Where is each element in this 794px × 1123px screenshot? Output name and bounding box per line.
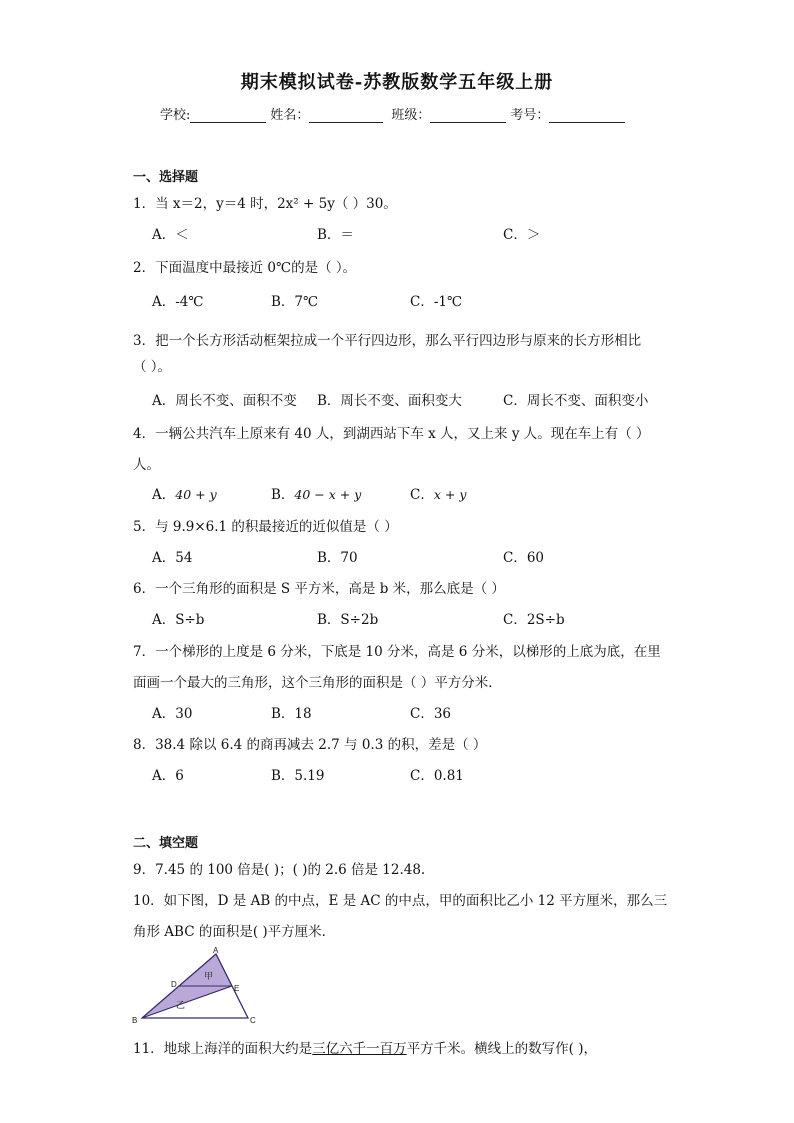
question-5-stem: 5．与 9.9×6.1 的积最接近的近似值是（ ） bbox=[133, 519, 398, 535]
q6-option-c[interactable]: C．2S÷b bbox=[503, 612, 565, 628]
q7-option-a[interactable]: A．30 bbox=[152, 706, 193, 722]
section-choice-title: 一、选择题 bbox=[133, 170, 199, 185]
q2-option-c[interactable]: C．-1℃ bbox=[410, 294, 463, 310]
section-fill-title: 二、填空题 bbox=[133, 836, 199, 851]
page-title: 期末模拟试卷-苏教版数学五年级上册 bbox=[240, 72, 554, 93]
question-7-stem-line2: 面画一个最大的三角形，这个三角形的面积是（ ）平方分米． bbox=[133, 675, 502, 691]
q8-option-c[interactable]: C．0.81 bbox=[410, 768, 464, 784]
q8-option-a[interactable]: A．6 bbox=[152, 768, 184, 784]
label-a: A bbox=[213, 946, 219, 955]
label-c: C bbox=[250, 1016, 256, 1025]
name-blank[interactable] bbox=[309, 108, 383, 123]
q4-option-a-label: A． bbox=[152, 487, 176, 503]
label-d: D bbox=[171, 980, 177, 989]
q1-option-a[interactable]: A．＜ bbox=[152, 227, 189, 243]
question-10-stem-line2: 角形 ABC 的面积是( )平方厘米． bbox=[133, 924, 336, 940]
q3-option-a[interactable]: A．周长不变、面积不变 bbox=[152, 393, 297, 409]
school-label: 学校: bbox=[160, 108, 191, 123]
label-yi: 乙 bbox=[176, 1000, 186, 1010]
class-label: 班级： bbox=[391, 108, 431, 123]
question-9-stem: 9．7.45 的 100 倍是( )；( )的 2.6 倍是 12.48. bbox=[133, 862, 426, 878]
q2-option-a[interactable]: A．-4℃ bbox=[152, 294, 204, 310]
label-b: B bbox=[132, 1016, 138, 1025]
q4-option-b-label: B． bbox=[271, 487, 295, 503]
q4-option-b[interactable] bbox=[271, 483, 361, 503]
exam-no-blank[interactable] bbox=[549, 108, 625, 123]
name-label: 姓名： bbox=[270, 108, 310, 123]
q11-underlined-number: 三亿六千一百万 bbox=[312, 1041, 407, 1057]
label-e: E bbox=[234, 984, 240, 993]
q11-suffix: 平方千米。横线上的数写作( )， bbox=[406, 1041, 598, 1057]
q4-option-c-label: C． bbox=[410, 487, 434, 503]
q6-option-a[interactable]: A．S÷b bbox=[152, 612, 205, 628]
triangle-figure bbox=[128, 944, 260, 1026]
q3-option-b[interactable]: B．周长不变、面积变大 bbox=[317, 393, 462, 409]
q1-option-c[interactable]: C．＞ bbox=[503, 227, 541, 243]
student-info-row bbox=[160, 104, 629, 123]
q11-prefix: 11．地球上海洋的面积大约是 bbox=[133, 1041, 313, 1057]
q4-option-b-expr: 40 − x + y bbox=[294, 487, 362, 502]
q3-option-c[interactable]: C．周长不变、面积变小 bbox=[503, 393, 649, 409]
question-7-stem-line1: 7．一个梯形的上度是 6 分米，下底是 10 分米，高是 6 分米，以梯形的上底为底，在里 bbox=[133, 644, 661, 660]
q8-option-b[interactable]: B．5.19 bbox=[271, 768, 325, 784]
question-1-stem: 1．当 x＝2，y＝4 时，2x² + 5y（ ）30。 bbox=[133, 196, 397, 212]
question-8-stem: 8．38.4 除以 6.4 的商再减去 2.7 与 0.3 的积，差是（ ） bbox=[133, 737, 487, 753]
q2-option-b[interactable]: B．7℃ bbox=[271, 294, 319, 310]
q6-option-b[interactable]: B．S÷2b bbox=[317, 612, 379, 628]
school-blank[interactable] bbox=[190, 108, 266, 123]
exam-no-label: 考号： bbox=[510, 108, 550, 123]
q5-option-c[interactable]: C．60 bbox=[503, 550, 545, 566]
q4-option-c[interactable] bbox=[410, 483, 466, 503]
q4-option-c-expr: x + y bbox=[433, 487, 467, 502]
q4-option-a-expr: 40 + y bbox=[175, 487, 217, 502]
q7-option-c[interactable]: C．36 bbox=[410, 706, 452, 722]
q7-option-b[interactable]: B．18 bbox=[271, 706, 312, 722]
q5-option-b[interactable]: B．70 bbox=[317, 550, 358, 566]
q1-option-b[interactable]: B．＝ bbox=[317, 227, 354, 243]
q5-option-a[interactable]: A．54 bbox=[152, 550, 193, 566]
question-4-stem-line1: 4．一辆公共汽车上原来有 40 人，到湖西站下车 x 人，又上来 y 人。现在车上有（ ） bbox=[133, 426, 650, 442]
question-6-stem: 6．一个三角形的面积是 S 平方米，高是 b 米，那么底是（ ） bbox=[133, 581, 505, 597]
question-11-stem bbox=[133, 1037, 597, 1057]
class-blank[interactable] bbox=[430, 108, 506, 123]
question-4-stem-line2: 人。 bbox=[133, 457, 160, 473]
question-2-stem: 2．下面温度中最接近 0℃的是（ ）。 bbox=[133, 260, 357, 276]
question-3-stem-line2: （ ）。 bbox=[133, 359, 172, 375]
label-jia: 甲 bbox=[204, 971, 214, 981]
q4-option-a[interactable] bbox=[152, 483, 217, 503]
question-10-stem-line1: 10．如下图，D 是 AB 的中点，E 是 AC 的中点，甲的面积比乙小 12 平方厘米，那么三 bbox=[133, 893, 668, 909]
question-3-stem-line1: 3．把一个长方形活动框架拉成一个平行四边形，那么平行四边形与原来的长方形相比 bbox=[133, 333, 642, 349]
